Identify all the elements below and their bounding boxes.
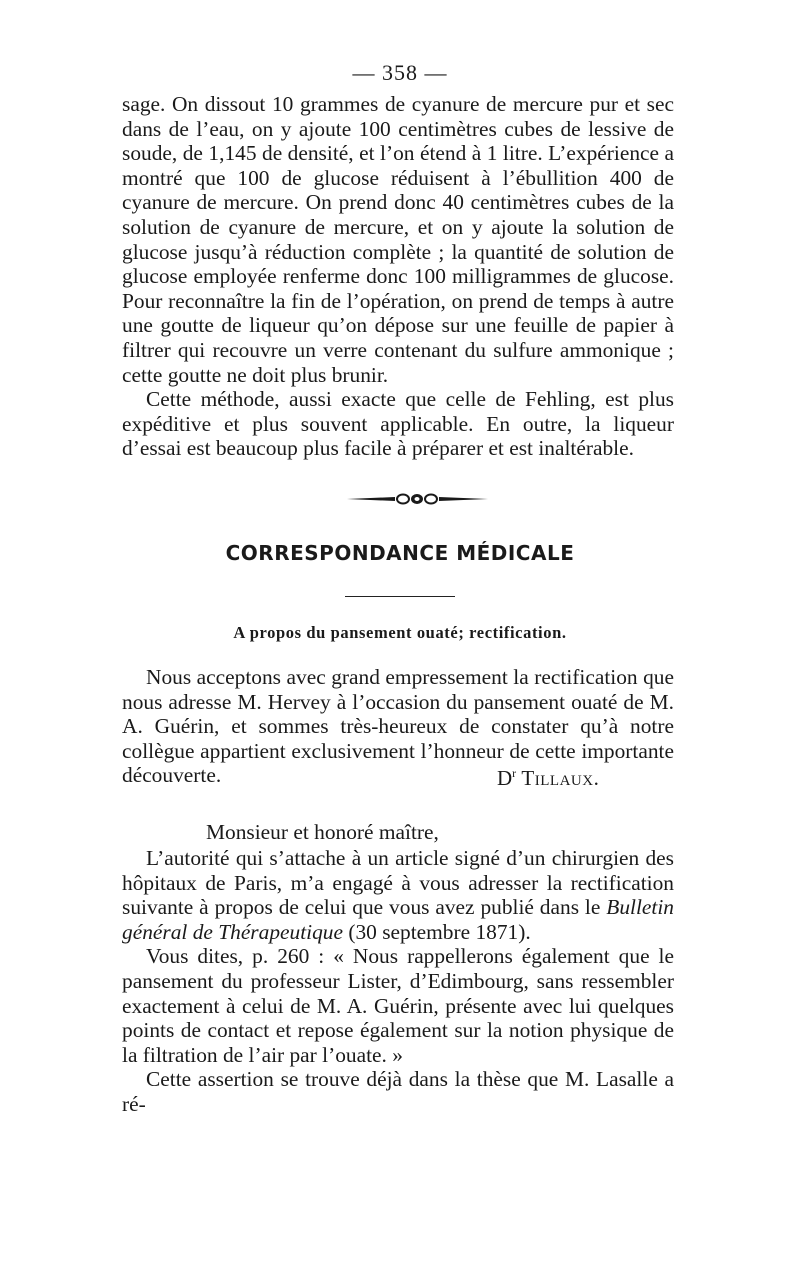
heading-rule bbox=[345, 596, 455, 597]
top-text-block bbox=[122, 92, 674, 461]
signature-name: Tillaux. bbox=[521, 766, 600, 790]
section-heading: CORRESPONDANCE MÉDICALE bbox=[225, 541, 575, 565]
signature-superscript: r bbox=[512, 766, 517, 780]
salutation: Monsieur et honoré maître, bbox=[206, 820, 439, 844]
journal-title: Bulletin général de Thérapeutique bbox=[122, 895, 674, 944]
letter-paragraph-1 bbox=[122, 846, 674, 944]
ornament-divider-icon bbox=[345, 488, 490, 508]
signature bbox=[497, 766, 599, 791]
letter-paragraph-2: Vous dites, p. 260 : « Nous rappellerons également que le pansement du professeur Lister, d’Edimbourg, sans ressembler exactement à celui de M. A. Guérin, présente avec lui quelques points de contact et repose également sur la notion physique de la filtration de l’air par l’ouate. » bbox=[122, 944, 674, 1067]
subheading: A propos du pansement ouaté; rectification. bbox=[233, 623, 567, 642]
letter-p1-start: L’autorité qui s’attache à un article signé d’un chirurgien des hôpitaux de Paris, m’a engagé à vous adresser la rectification suivante à propos de celui que vous avez publié dans le bbox=[122, 846, 674, 920]
letter-block bbox=[122, 846, 674, 1117]
signature-prefix: D bbox=[497, 766, 513, 790]
intro-paragraph: Nous acceptons avec grand empressement la rectification que nous adresse M. Hervey à l’occasion du pansement ouaté de M. A. Guérin, et sommes très-heureux de constater qu’à notre collègue appartient exclusivement l’honneur de cette importante découverte. bbox=[122, 665, 674, 788]
paragraph-method-comparison: Cette méthode, aussi exacte que celle de Fehling, est plus expéditive et plus souvent applicable. En outre, la liqueur d’essai est beaucoup plus facile à préparer et est inaltérable. bbox=[122, 387, 674, 461]
paragraph-cyanure-method: sage. On dissout 10 grammes de cyanure de mercure pur et sec dans de l’eau, on y ajoute 100 centimètres cubes de lessive de soude, de 1,145 de densité, et l’on étend à 1 litre. L’expérience a montré que 100 de glucose réduisent à l’ébullition 400 de cyanure de mercure. On prend donc 40 centimètres cubes de la solution de cyanure de mercure, et on y ajoute la solution de glucose jusqu’à réduction complète ; la quantité de solution de glucose employée renferme donc 100 milligrammes de glucose. Pour reconnaître la fin de l’opération, on prend de temps à autre une goutte de liqueur qu’on dépose sur une feuille de papier à filtrer qui recouvre un verre contenant du sulfure ammonique ; cette goutte ne doit plus brunir. bbox=[122, 92, 674, 387]
letter-p1-end: (30 septembre 1871). bbox=[343, 919, 531, 944]
letter-paragraph-3: Cette assertion se trouve déjà dans la thèse que M. Lasalle a ré- bbox=[122, 1067, 674, 1116]
page-number: — 358 — bbox=[352, 60, 448, 85]
